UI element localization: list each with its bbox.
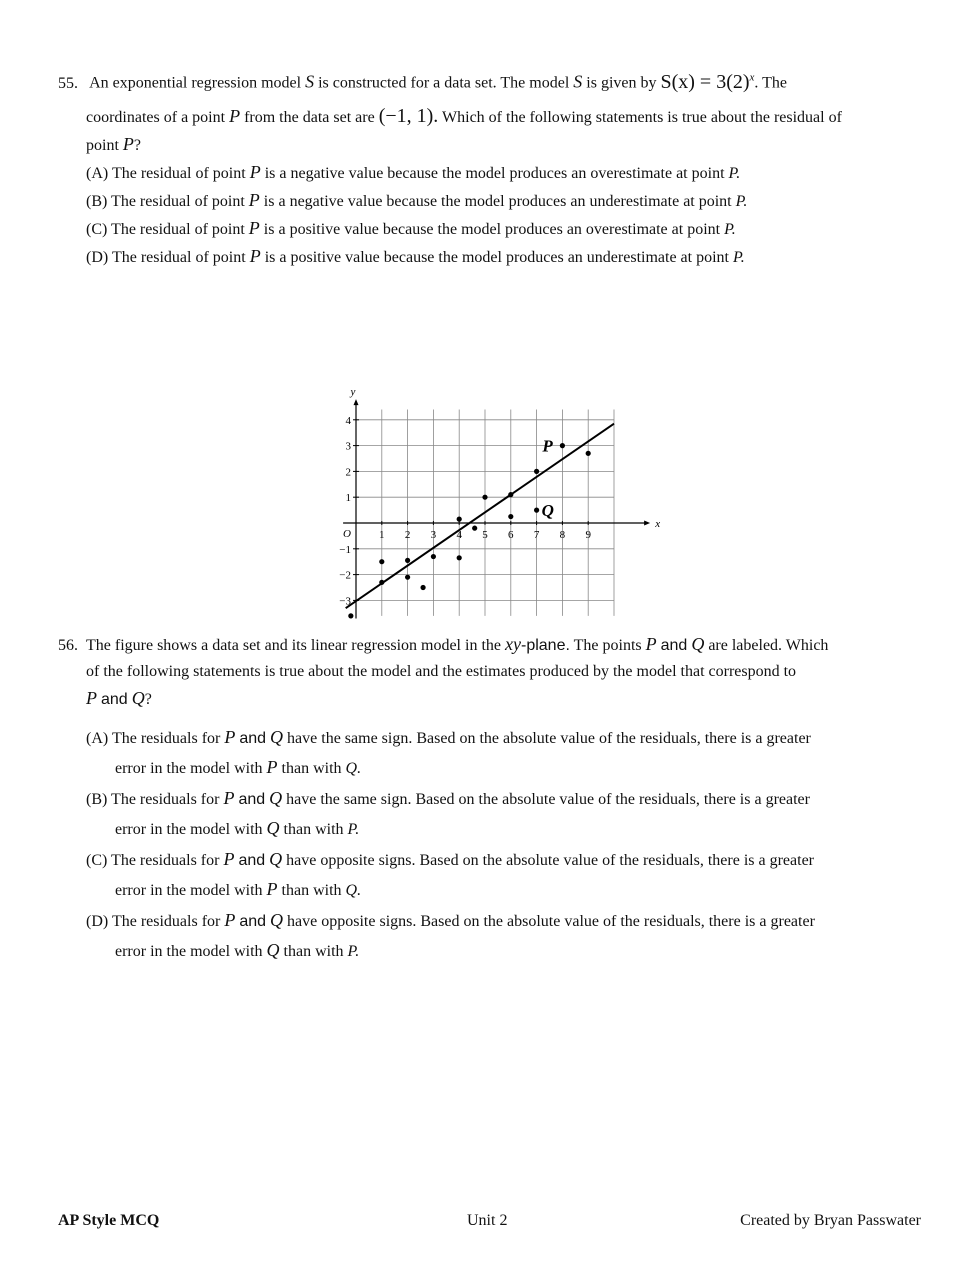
question-56: 56. The figure shows a data set and its linear regression model in the xy-plane. The points P and Q are labeled. Which of the following statements is true about the model and the estimates produced by the model that correspond to P and Q? (A) The residuals for P and Q have the same sign. Based on the absolute value of the residuals, there is a greater error in the model with P than with Q. (B) The residuals for P and Q have the same sign. Based on the absolute value of the residuals, there is a greater error in the model with Q than with P. (C) The residuals for P and Q have opposite signs. Based on the absolute value of the residuals, there is a greater error in the model with P than with Q. (D) The residuals for P and Q have opposite signs. Based on the absolute value of the residuals, there is a greater error in the model with Q than with P.	[58, 631, 928, 966]
data-point	[431, 554, 436, 559]
data-point	[508, 514, 513, 519]
y-tick-label: 3	[345, 440, 351, 453]
model-equation: $S(x) = 3(2)^x$	[660, 70, 755, 93]
y-tick-label: −2	[339, 569, 351, 582]
footer-center: Unit 2	[467, 1212, 508, 1229]
question-56-stem: 56. The figure shows a data set and its linear regression model in the xy-plane. The points P and Q are labeled. Which	[58, 631, 928, 659]
point-coordinates: (−1, 1).	[378, 104, 439, 127]
data-point	[457, 555, 462, 560]
answer-option-d[interactable]: (D) The residuals for P and Q have opposite signs. Based on the absolute value of the residuals, there is a greater error in the model with Q than with P.	[86, 910, 815, 960]
data-point	[586, 451, 591, 456]
y-tick-label: −1	[339, 543, 351, 556]
answer-option-c[interactable]: (C) The residual of point P is a positive value because the model produces an overestimate at point P.	[86, 217, 736, 238]
y-tick-label: 2	[345, 466, 351, 479]
answer-option-d[interactable]: (D) The residual of point P is a positive value because the model produces an underestimate at point P.	[86, 245, 745, 266]
data-point	[405, 558, 410, 563]
x-tick-label: 8	[559, 529, 566, 541]
data-point	[405, 575, 410, 580]
question-number: 55.	[58, 74, 78, 92]
data-point	[420, 585, 425, 590]
data-point	[508, 492, 513, 497]
data-point	[457, 517, 462, 522]
answer-option-a[interactable]: (A) The residuals for P and Q have the same sign. Based on the absolute value of the residuals, there is a greater error in the model with P than with Q.	[86, 727, 811, 777]
scatter-plot-figure	[318, 384, 661, 628]
data-point	[472, 526, 477, 531]
x-tick-label: 1	[379, 529, 385, 541]
data-point	[534, 508, 539, 513]
x-axis-arrow	[644, 521, 650, 526]
footer-left: AP Style MCQ	[58, 1212, 160, 1229]
question-55-options	[58, 159, 928, 271]
x-tick-label: 2	[404, 529, 411, 541]
data-point	[379, 580, 384, 585]
y-tick-label: 1	[345, 492, 351, 505]
point-label-p: P	[542, 436, 553, 456]
origin-label: O	[343, 528, 351, 540]
x-tick-label: 4	[456, 529, 462, 541]
question-number: 56.	[58, 637, 78, 654]
x-tick-label: 7	[533, 529, 540, 541]
answer-option-c[interactable]: (C) The residuals for P and Q have opposite signs. Based on the absolute value of the residuals, there is a greater error in the model with P than with Q.	[86, 849, 814, 899]
x-axis-label: x	[655, 518, 661, 530]
y-tick-label: 4	[345, 414, 351, 427]
y-axis-arrow	[354, 399, 359, 405]
answer-option-a[interactable]: (A) The residual of point P is a negative value because the model produces an overestimate at point P.	[86, 161, 741, 182]
x-tick-label: 3	[430, 529, 437, 541]
data-point	[348, 613, 353, 618]
question-55-stem: 55. An exponential regression model S is constructed for a data set. The model S is given by $S(x) = 3(2)^x$. The	[58, 64, 928, 97]
x-tick-label: 9	[585, 529, 591, 541]
data-point	[534, 469, 539, 474]
answer-option-b[interactable]: (B) The residuals for P and Q have the same sign. Based on the absolute value of the residuals, there is a greater error in the model with Q than with P.	[86, 788, 810, 838]
scatter-plot	[318, 384, 661, 628]
x-tick-label: 6	[508, 529, 514, 541]
y-tick-label: −3	[339, 595, 351, 608]
data-point	[560, 443, 565, 448]
regression-line	[346, 424, 614, 608]
question-56-options	[58, 723, 928, 966]
y-axis-label: y	[350, 386, 356, 399]
data-point	[482, 495, 487, 500]
x-tick-label: 5	[482, 529, 488, 541]
data-point	[379, 559, 384, 564]
answer-option-b[interactable]: (B) The residual of point P is a negative value because the model produces an underestimate at point P.	[86, 189, 748, 210]
question-55: 55. An exponential regression model S is constructed for a data set. The model S is given by $S(x) = 3(2)^x$. The coordinates of a point P from the data set are (−1, 1). Which of the following statements is true about the residual of point P? (A) The residual of point P is a negative value because the model produces an overestimate at point P. (B) The residual of point P is a negative value because the model produces an underestimate at point P. (C) The residual of point P is a positive value because the model produces an overestimate at point P. (D) The residual of point P is a positive value because the model produces an underestimate at point P.	[58, 64, 928, 271]
point-label-q: Q	[541, 501, 554, 521]
footer-right: Created by Bryan Passwater	[740, 1212, 921, 1229]
